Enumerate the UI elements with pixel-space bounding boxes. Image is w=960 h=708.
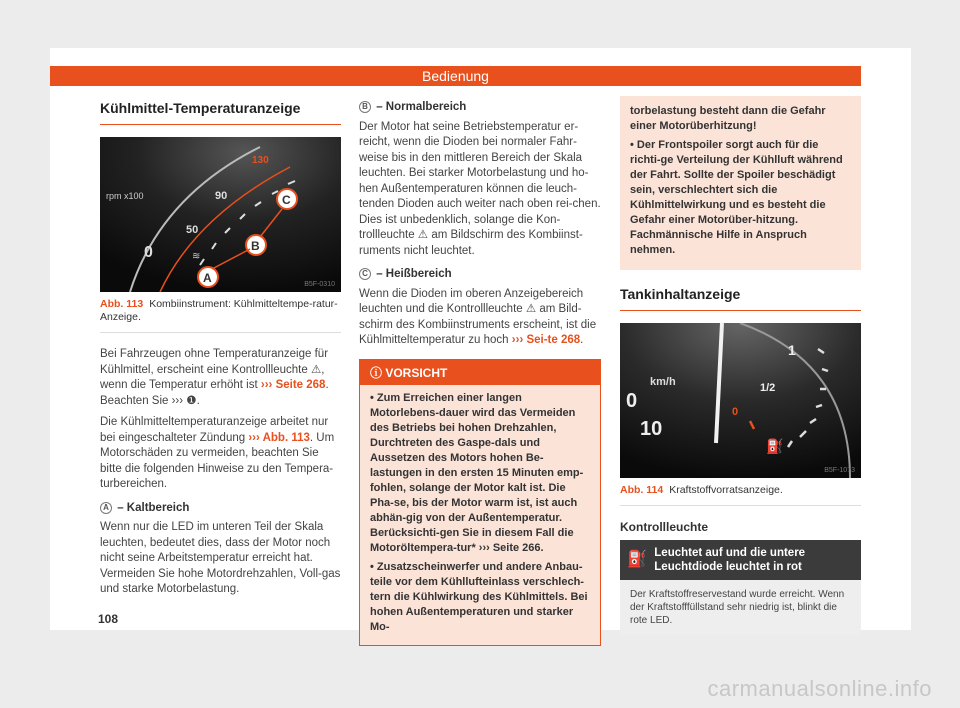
link-seite-268[interactable]: ››› Seite 268 <box>260 379 326 391</box>
figure-code-fuel: B5F-1073 <box>824 467 855 474</box>
svg-text:B: B <box>251 239 260 253</box>
subheading-hot <box>359 267 601 283</box>
fuel-pump-icon: ⛽ <box>766 439 784 455</box>
paragraph-operation-text: Die Kühlmitteltemperaturanzeige arbeitet nur bei eingeschalteter Zündung <box>100 416 329 444</box>
paragraph-hot-text: Wenn die Dioden im oberen Anzeigebereich leuchten und die Kontrollleuchte ⚠ am Bild-schirm des Kombiinstruments erscheint, ist die Kühlmitteltemperatur zu hoch <box>359 287 597 346</box>
subheading-normal <box>359 100 601 116</box>
subheading-hot-text: – Heißbereich <box>376 268 452 280</box>
marker-c <box>277 189 297 209</box>
caution-body <box>360 385 600 645</box>
column-1 <box>100 96 341 604</box>
column-2 <box>359 96 601 646</box>
fuel-gauge-background <box>620 323 861 478</box>
paragraph-hot <box>359 287 601 349</box>
marker-b <box>246 235 266 255</box>
paragraph-intro <box>100 347 341 409</box>
section-title-coolant: Kühlmittel-Temperaturanzeige <box>100 96 341 125</box>
subheading-cold <box>100 501 341 517</box>
caution-item-2: • Zusatzscheinwerfer und andere Anbau-teile vor dem Kühllufteinlass verschlech-tern die Kühlwirkung des Kühlmittels. Bei hohen Außentemperaturen und starker Mo- <box>370 560 588 633</box>
subheading-cold-text: – Kaltbereich <box>117 501 190 514</box>
gauge-label-130: 130 <box>252 155 269 166</box>
speed-label-10: 10 <box>640 418 663 440</box>
figure-code: B5F-0310 <box>304 281 335 288</box>
section-title-fuel: Tankinhaltanzeige <box>620 282 861 311</box>
fuel-label-empty: 0 <box>732 406 739 418</box>
badge-b: B <box>359 101 371 113</box>
gauge-label-0: 0 <box>144 244 153 261</box>
indicator-header <box>620 540 861 580</box>
badge-a: A <box>100 502 112 514</box>
subheading-normal-text: – Normalbereich <box>376 101 467 113</box>
link-seite-268-b[interactable]: ››› Sei-te 268 <box>511 334 581 346</box>
indicator-title: Kontrollleuchte <box>620 520 709 534</box>
caution-cont-1: torbelastung besteht dann die Gefahr einer Motorüberhitzung! <box>630 105 826 132</box>
caution-item-1: • Zum Erreichen einer langen Motorlebens-dauer wird das Vermeiden des Betriebs bei hohen Drehzahlen, Durchtreten des Gaspe-dals und Aussetzen des Motors hohen Be-lastungen in den ersten 15 Minuten emp-fohlen, solange der Motor kalt ist. Die Pha-se, bis der Motor warm ist, ist auch abhän-gig von der Außentemperatur. Berücksichti-gen Sie in diesem Fall die Motoröltempera-tur* ››› Seite 266. <box>370 391 584 554</box>
paragraph-operation <box>100 415 341 493</box>
watermark: carmanualsonline.info <box>707 676 932 701</box>
badge-c: C <box>359 268 371 280</box>
paragraph-operation-end: . Um Motorschäden zu vermeiden, beachten Sie bitte die folgenden Hinweise zu den Tempera-turbereichen. <box>100 431 335 490</box>
warning-circle-icon: ⓘ <box>370 365 386 380</box>
svg-text:C: C <box>282 193 291 207</box>
caption-number-fuel: Abb. 114 <box>620 484 664 496</box>
caption-text-fuel: Kraftstoffvorratsanzeige. <box>669 484 783 496</box>
page-number: 108 <box>98 612 119 626</box>
figure-caption-113 <box>100 298 341 333</box>
gauge-label-90: 90 <box>215 190 228 202</box>
coolant-gauge-svg <box>100 137 341 292</box>
caution-cont-2: • Der Frontspoiler sorgt auch für die richti-ge Verteilung der Kühlluft während der Fahrt. Sollte der Spoiler beschädigt sein, verschlechtert sich die Kühlmittelwirkung und es besteht die Gefahr einer Motorüber-hitzung. Fachmännische Hilfe in Anspruch nehmen. <box>630 139 843 256</box>
paragraph-normal: Der Motor hat seine Betriebstemperatur er-reicht, wenn die Dioden bei normaler Fahr-weise bis in den mittleren Bereich der Skala leuchten. Bei starker Motorbelastung und ho-hen Außentemperaturen können die leuch-tenden Dioden auch weiter nach oben rei-chen. Dies ist unbedenklich, solange die Kon-trollleuchte ⚠ am Bildschirm des Kombiinst-ruments nicht leuchtet. <box>359 120 601 257</box>
marker-a <box>198 267 218 287</box>
fuel-label-full: 1 <box>788 342 796 358</box>
svg-text:A: A <box>203 271 212 285</box>
caution-continuation-box <box>620 96 861 270</box>
fuel-pump-icon: ⛽ <box>627 551 648 568</box>
column-3 <box>620 96 861 635</box>
fuel-label-half: 1/2 <box>760 382 776 394</box>
fuel-gauge-svg <box>620 323 861 478</box>
paragraph-intro-text: Bei Fahrzeugen ohne Temperaturanzeige für Kühlmittel, erscheint eine Kontrollleuchte ⚠, wenn die Temperatur erhöht ist <box>100 348 329 391</box>
caution-title: VORSICHT <box>385 365 448 380</box>
figure-caption-114 <box>620 484 861 506</box>
coolant-gauge-figure <box>100 137 341 292</box>
caption-text: Kombiinstrument: Kühlmitteltempe-ratur-Anzeige. <box>100 298 338 323</box>
gauge-label-50: 50 <box>186 224 199 236</box>
coolant-symbol-icon: ≋ <box>192 251 201 262</box>
kmh-label: km/h <box>650 376 676 388</box>
paragraph-intro-end: . Beachten Sie ››› ❶. <box>100 379 329 407</box>
indicator-body: Der Kraftstoffreservestand wurde erreicht. Wenn der Kraftstofffüllstand sehr niedrig ist, blinkt die rote LED. <box>620 580 861 635</box>
caution-box <box>359 359 601 646</box>
paragraph-hot-end: . <box>580 334 584 346</box>
fuel-gauge-figure <box>620 323 861 478</box>
link-abb-113[interactable]: ››› Abb. 113 <box>248 431 310 444</box>
speed-label-0: 0 <box>626 390 638 412</box>
paragraph-cold: Wenn nur die LED im unteren Teil der Skala leuchten, bedeutet dies, dass der Motor noch nicht seine Arbeitstemperatur erreicht hat. Vermeiden Sie hohe Motordrehzahlen, Voll-gas und starke Motorbelastung. <box>100 521 341 595</box>
caution-header <box>360 360 600 385</box>
caption-number: Abb. 113 <box>100 298 144 310</box>
indicator-header-text: Leuchtet auf und die untere Leuchtdiode leuchtet in rot <box>654 547 806 573</box>
section-header: Bedienung <box>50 66 861 86</box>
rpm-label: rpm x100 <box>106 191 144 201</box>
